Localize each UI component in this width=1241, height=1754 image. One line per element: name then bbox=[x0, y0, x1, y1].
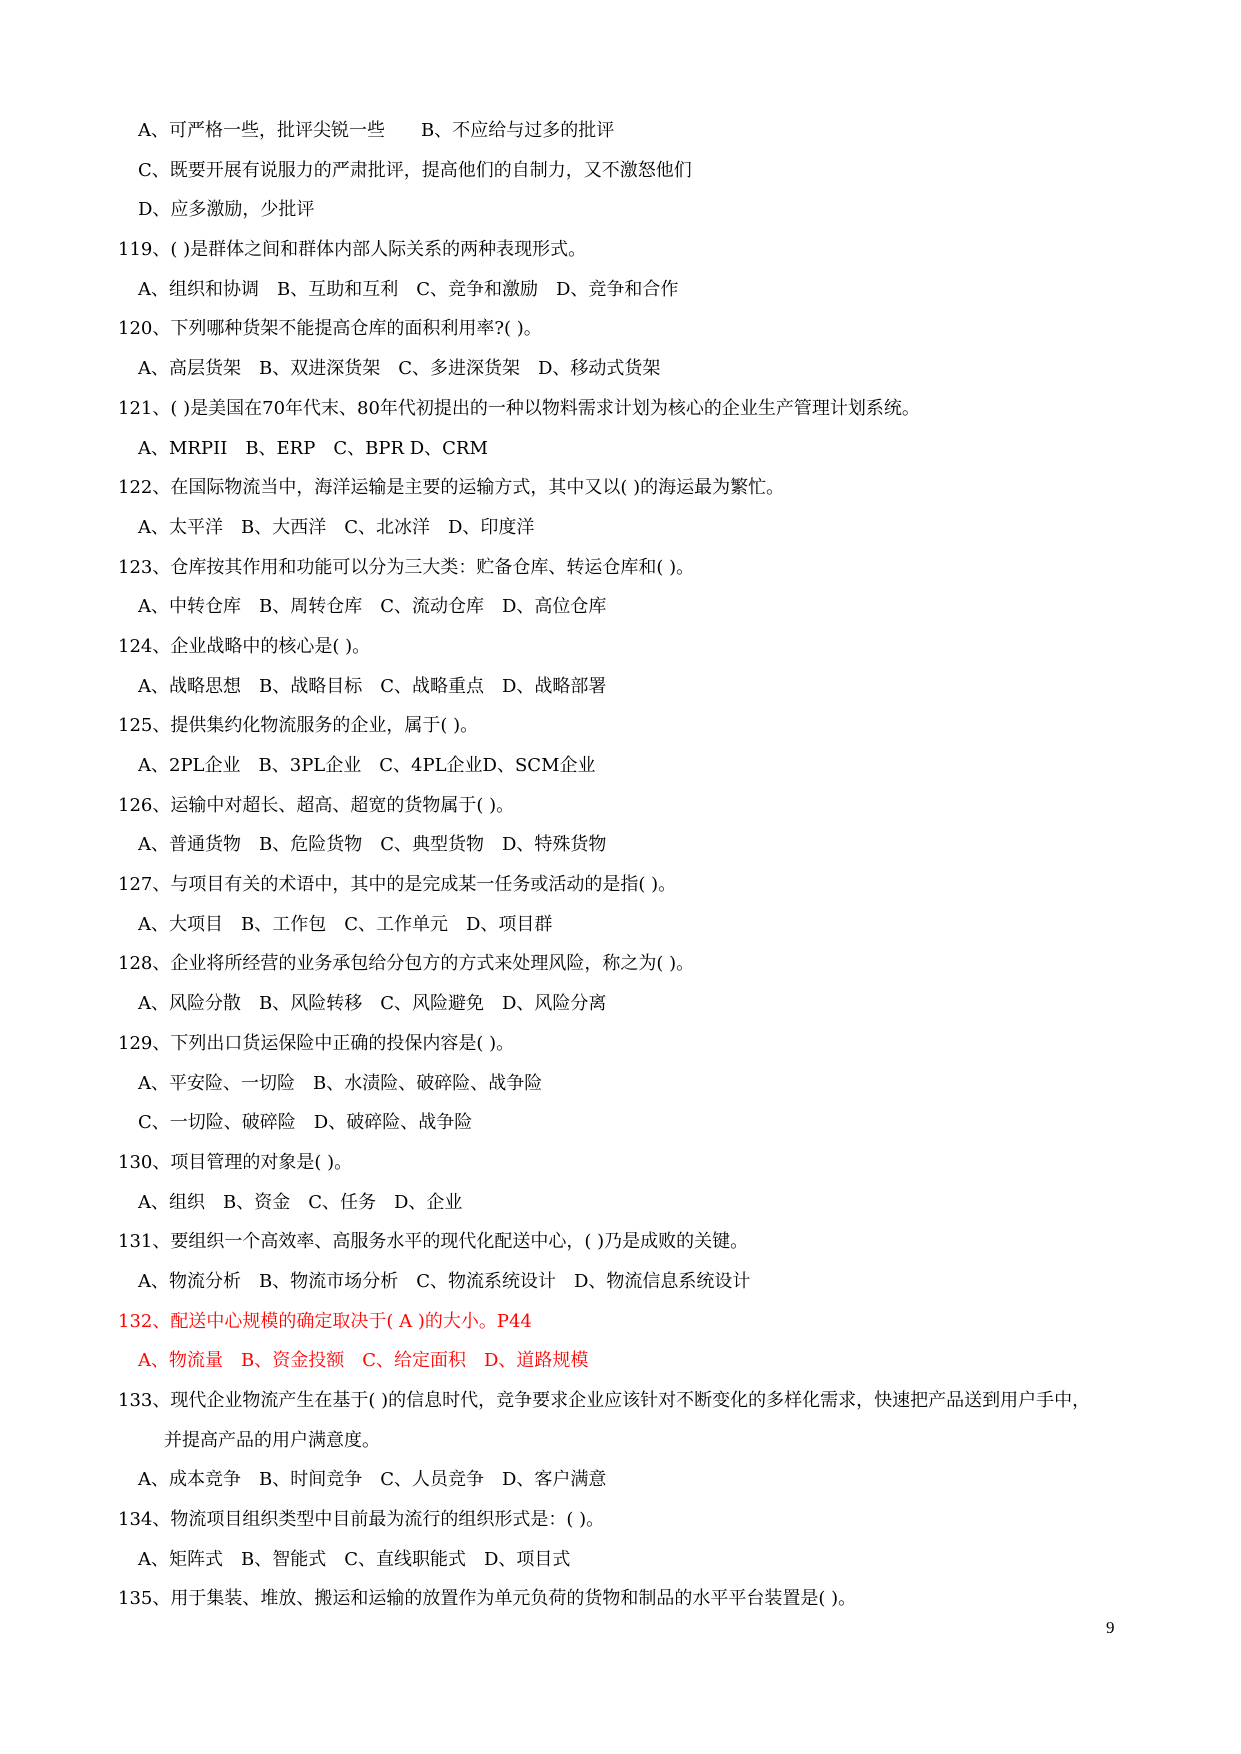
option-line: A、普通货物 B、危险货物 C、典型货物 D、特殊货物 bbox=[138, 834, 607, 856]
question-line: 119、( )是群体之间和群体内部人际关系的两种表现形式。 bbox=[118, 239, 587, 261]
question-line: 129、下列出口货运保险中正确的投保内容是( )。 bbox=[118, 1032, 515, 1054]
question-line: 127、与项目有关的术语中，其中的是完成某一任务或活动的是指( )。 bbox=[118, 874, 677, 896]
option-line: A、2PL企业 B、3PL企业 C、4PL企业D、SCM企业 bbox=[138, 755, 596, 776]
option-line: A、物流量 B、资金投额 C、给定面积 D、道路规模 bbox=[138, 1350, 589, 1372]
option-line: A、中转仓库 B、周转仓库 C、流动仓库 D、高位仓库 bbox=[138, 596, 607, 618]
question-line: 133、现代企业物流产生在基于( )的信息时代，竞争要求企业应该针对不断变化的多样化需求，快速把产品送到用户手中， bbox=[118, 1390, 1091, 1411]
option-line: A、组织和协调 B、互助和互利 C、竞争和激励 D、竞争和合作 bbox=[138, 278, 679, 300]
option-line: A、太平洋 B、大西洋 C、北冰洋 D、印度洋 bbox=[138, 516, 535, 538]
question-line: 126、运输中对超长、超高、超宽的货物属于( )。 bbox=[118, 794, 515, 816]
option-line: A、矩阵式 B、智能式 C、直线职能式 D、项目式 bbox=[138, 1548, 571, 1570]
option-line: A、风险分散 B、风险转移 C、风险避免 D、风险分离 bbox=[138, 993, 607, 1015]
question-line: 132、配送中心规模的确定取决于( A )的大小。P44 bbox=[118, 1310, 532, 1332]
option-line: A、可严格一些，批评尖锐一些 B、不应给与过多的批评 bbox=[138, 120, 615, 141]
option-line: C、既要开展有说服力的严肃批评，提高他们的自制力，又不激怒他们 bbox=[138, 159, 692, 181]
question-line: 130、项目管理的对象是( )。 bbox=[118, 1151, 353, 1173]
question-line: 123、仓库按其作用和功能可以分为三大类：贮备仓库、转运仓库和( )。 bbox=[118, 556, 695, 578]
option-line: A、成本竞争 B、时间竞争 C、人员竞争 D、客户满意 bbox=[138, 1469, 607, 1491]
question-list bbox=[118, 111, 1148, 1619]
option-line: A、平安险、一切险 B、水渍险、破碎险、战争险 bbox=[138, 1072, 543, 1094]
option-line: D、应多激励，少批评 bbox=[138, 199, 315, 221]
option-line: A、战略思想 B、战略目标 C、战略重点 D、战略部署 bbox=[138, 675, 607, 697]
question-line: 131、要组织一个高效率、高服务水平的现代化配送中心，( )乃是成败的关键。 bbox=[118, 1231, 749, 1253]
option-line: A、物流分析 B、物流市场分析 C、物流系统设计 D、物流信息系统设计 bbox=[138, 1270, 751, 1292]
question-line: 124、企业战略中的核心是( )。 bbox=[118, 635, 371, 657]
question-line: 128、企业将所经营的业务承包给分包方的方式来处理风险，称之为( )。 bbox=[118, 953, 695, 975]
option-line: C、一切险、破碎险 D、破碎险、战争险 bbox=[138, 1112, 473, 1134]
question-line: 121、( )是美国在70年代末、80年代初提出的一种以物料需求计划为核心的企业生产管理计划系统。 bbox=[118, 397, 920, 419]
option-line: A、MRPII B、ERP C、BPR D、CRM bbox=[138, 437, 488, 459]
question-continuation: 并提高产品的用户满意度。 bbox=[164, 1429, 380, 1451]
question-line: 125、提供集约化物流服务的企业，属于( )。 bbox=[118, 715, 479, 737]
option-line: A、高层货架 B、双进深货架 C、多进深货架 D、移动式货架 bbox=[138, 358, 661, 380]
question-line: 135、用于集装、堆放、搬运和运输的放置作为单元负荷的货物和制品的水平平台装置是( )。 bbox=[118, 1588, 857, 1610]
page-number: 9 bbox=[1106, 1618, 1115, 1637]
option-line: A、组织 B、资金 C、任务 D、企业 bbox=[138, 1191, 463, 1213]
question-line: 122、在国际物流当中，海洋运输是主要的运输方式，其中又以( )的海运最为繁忙。 bbox=[118, 477, 785, 499]
question-line: 120、下列哪种货架不能提高仓库的面积利用率?( )。 bbox=[118, 318, 542, 340]
question-line: 134、物流项目组织类型中目前最为流行的组织形式是：( )。 bbox=[118, 1509, 605, 1531]
option-line: A、大项目 B、工作包 C、工作单元 D、项目群 bbox=[138, 913, 553, 935]
